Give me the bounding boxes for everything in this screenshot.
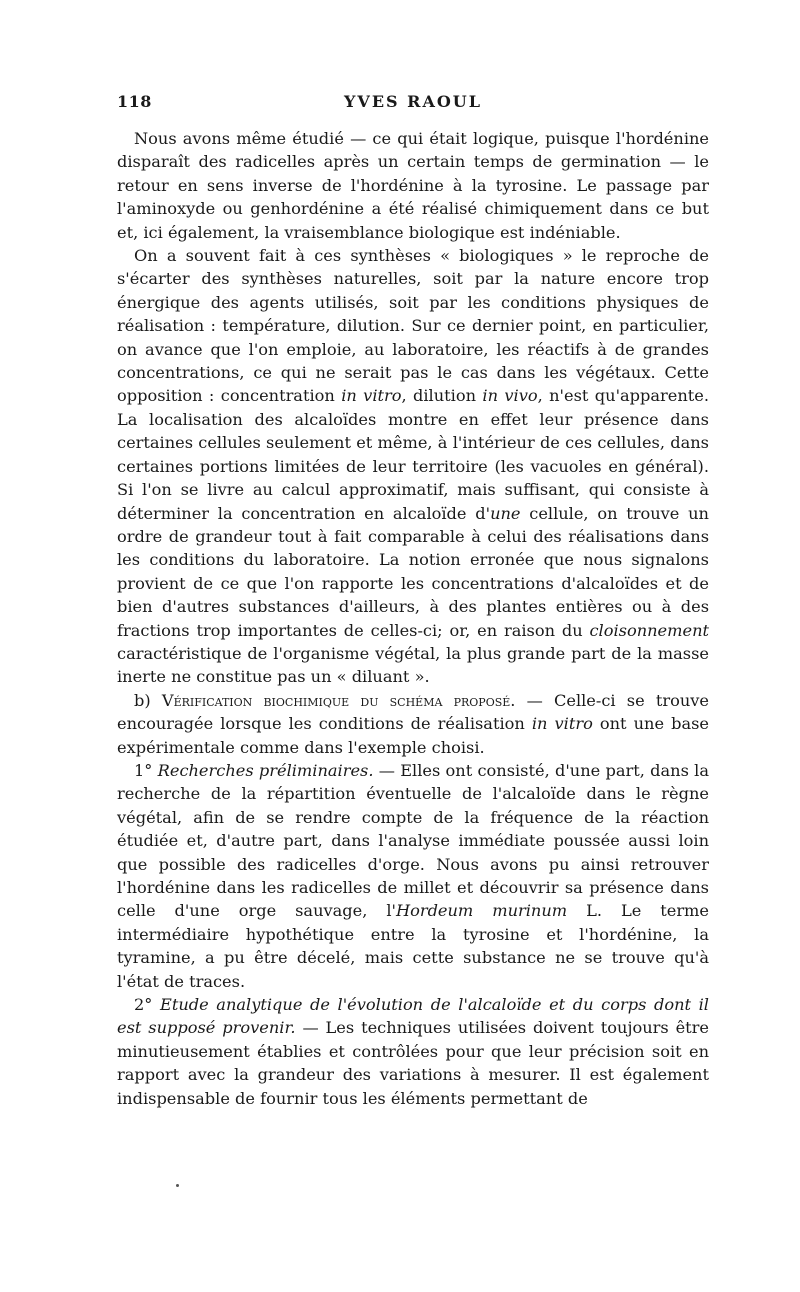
section-heading: Vérification biochimique du schéma proposé. <box>161 690 516 710</box>
section-label: b) <box>134 690 151 710</box>
subsection-heading: Etude analytique de l'évolution de l'alcaloïde et du corps dont il est supposé provenir. <box>117 995 709 1038</box>
paragraph-2: On a souvent fait à ces synthèses « biologiques » le reproche de s'écarter des synthèses naturelles, soit par la nature encore trop énergique des agents utilisés, soit par les conditions physiques de réalisation : température, dilution. Sur ce dernier point, en particulier, on avance que l'on emploie, au laboratoire, les réactifs à de grandes concentrations, ce qui ne serait pas le cas dans les végétaux. Cette opposition : concentration in vitro, dilution in vivo, n'est qu'apparente. La localisation des alcaloïdes montre en effet leur présence dans certaines cellules seulement et même, à l'intérieur de ces cellules, dans certaines portions limitées de leur territoire (les vacuoles en général). Si l'on se livre au calcul approximatif, mais suffisant, qui consiste à déterminer la concentration en alcaloïde d'une cellule, on trouve un ordre de grandeur tout à fait comparable à celui des réalisations dans les conditions du laboratoire. La notion erronée que nous signalons provient de ce que l'on rapporte les concentrations d'alcaloïdes et de bien d'autres substances d'ailleurs, à des plantes entières ou à des fractions trop importantes de celles-ci; or, en raison du cloisonnement caractéristique de l'organisme végétal, la plus grande part de la masse inerte ne constitue pas un « diluant ». <box>117 246 710 687</box>
page-header <box>117 92 709 116</box>
subsection-heading: Recherches préliminaires. <box>157 760 374 780</box>
paragraph-5: 2° Etude analytique de l'évolution de l'alcaloïde et du corps dont il est supposé provenir. — Les techniques utilisées doivent toujours être minutieusement établies et contrôlées pour que leur précision soit en rapport avec la grandeur des variations à mesurer. Il est également indispensable de fournir tous les éléments permettant de <box>117 995 709 1108</box>
subsection-number: 1° <box>134 760 153 780</box>
italic-term: in vivo <box>482 386 538 406</box>
paragraph-4: 1° Recherches préliminaires. — Elles ont consisté, d'une part, dans la recherche de la répartition éventuelle de l'alcaloïde dans le règne végétal, afin de se rendre compte de la fréquence de la réaction étudiée et, d'autre part, dans l'analyse immédiate poussée aussi loin que possible des radicelles d'orge. Nous avons pu ainsi retrouver l'hordénine dans les radicelles de millet et découvrir sa présence dans celle d'une orge sauvage, l'Hordeum murinum L. Le terme intermédiaire hypothétique entre la tyrosine et l'hordénine, la tyramine, a pu être décelé, mais cette substance ne se trouve qu'à l'état de traces. <box>117 760 709 991</box>
italic-term: une <box>490 503 521 523</box>
page-number: 118 <box>117 92 152 111</box>
running-title: YVES RAOUL <box>343 92 482 111</box>
italic-term: in vitro <box>531 714 593 734</box>
paragraph-3: b) Vérification biochimique du schéma proposé. — Celle-ci se trouve encouragée lorsque les conditions de réalisation in vitro ont une base expérimentale comme dans l'exemple choisi. <box>117 690 709 757</box>
italic-term: cloisonnement <box>589 620 709 640</box>
body-text <box>117 127 709 1110</box>
subsection-number: 2° <box>134 995 153 1015</box>
paragraph-1: Nous avons même étudié — ce qui était logique, puisque l'hordénine disparaît des radicelles après un certain temps de germination — le retour en sens inverse de l'hordénine à la tyrosine. Le passage par l'aminoxyde ou genhordénine a été réalisé chimiquement dans ce but et, ici également, la vraisemblance biologique est indéniable. <box>117 129 709 242</box>
print-speck <box>176 1184 179 1187</box>
italic-term: in vitro <box>341 386 402 406</box>
italic-term: Hordeum murinum <box>395 901 568 921</box>
